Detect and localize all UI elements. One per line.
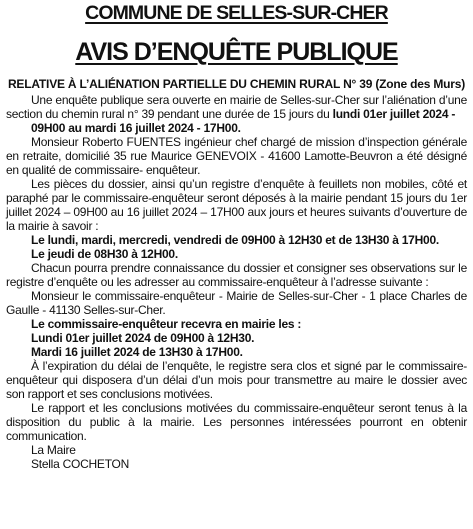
commune-heading: COMMUNE DE SELLES-SUR-CHER [85, 2, 388, 24]
opening-dates-start: lundi 01er juillet 2024 - [332, 107, 456, 121]
opening-hours-thursday: Le jeudi de 08H30 à 12H00. [31, 247, 178, 261]
paragraph-documents: Les pièces du dossier, ainsi qu’un registre d’enquête à feuillets non mobiles, côté et paraphé par le commissaire-enquêteur seront déposés à la mairie pendant 15 jours du 1er juillet 2024 – 09H00 au 16 juillet 2024 – 17H00 aux jours et heures suivants d’ouverture de la mairie à savoir : [6, 177, 467, 233]
paragraph-report: Le rapport et les conclusions motivées du commissaire-enquêteur seront tenus à la disposition du public à la mairie. Les personnes intéressées pourront en obtenir communication. [6, 401, 467, 443]
opening-hours-weekdays: Le lundi, mardi, mercredi, vendredi de 09H00 à 12H30 et de 13H30 à 17H00. [31, 233, 439, 247]
paragraph-address: Monsieur le commissaire-enquêteur - Mairie de Selles-sur-Cher - 1 place Charles de Gaulle - 41130 Selles-sur-Cher. [6, 289, 467, 317]
signature-name: Stella COCHETON [31, 457, 130, 471]
notice-title: AVIS D’ENQUÊTE PUBLIQUE [75, 38, 398, 66]
reception-day-2: Mardi 16 juillet 2024 de 13H30 à 17H00. [31, 345, 243, 359]
reception-title: Le commissaire-enquêteur recevra en mairie les : [31, 317, 302, 331]
paragraph-observations: Chacun pourra prendre connaissance du dossier et consigner ses observations sur le registre d’enquête ou les adresser au commissaire-enquêteur à l’adresse suivante : [6, 261, 467, 289]
paragraph-closure: À l’expiration du délai de l’enquête, le registre sera clos et signé par le commissaire-enquêteur qui disposera d’un délai d’un mois pour transmettre au maire le dossier avec son rapport et ses conclusions motivées. [6, 359, 467, 401]
opening-dates-end: 09H00 au mardi 16 juillet 2024 - 17H00. [31, 121, 241, 135]
notice-body [6, 93, 467, 471]
paragraph-commissioner: Monsieur Roberto FUENTES ingénieur chef chargé de mission d’inspection générale en retraite, domicilié 35 rue Maurice GENEVOIX - 41600 Lamotte-Beuvron a été désigné en qualité de commissaire- enquêteur. [6, 135, 467, 177]
notice-subject: RELATIVE À L’ALIÉNATION PARTIELLE DU CHEMIN RURAL N° 39 (Zone des Murs) [7, 77, 466, 91]
notice-page [6, 0, 467, 471]
paragraph-opening [6, 93, 467, 121]
opening-text: Une enquête publique sera ouverte en mairie de Selles-sur-Cher sur l’aliénation d’une section du chemin rural n° 39 pendant une durée de 15 jours du [6, 93, 467, 121]
reception-day-1: Lundi 01er juillet 2024 de 09H00 à 12H30. [31, 331, 255, 345]
signature-role: La Maire [31, 443, 76, 457]
